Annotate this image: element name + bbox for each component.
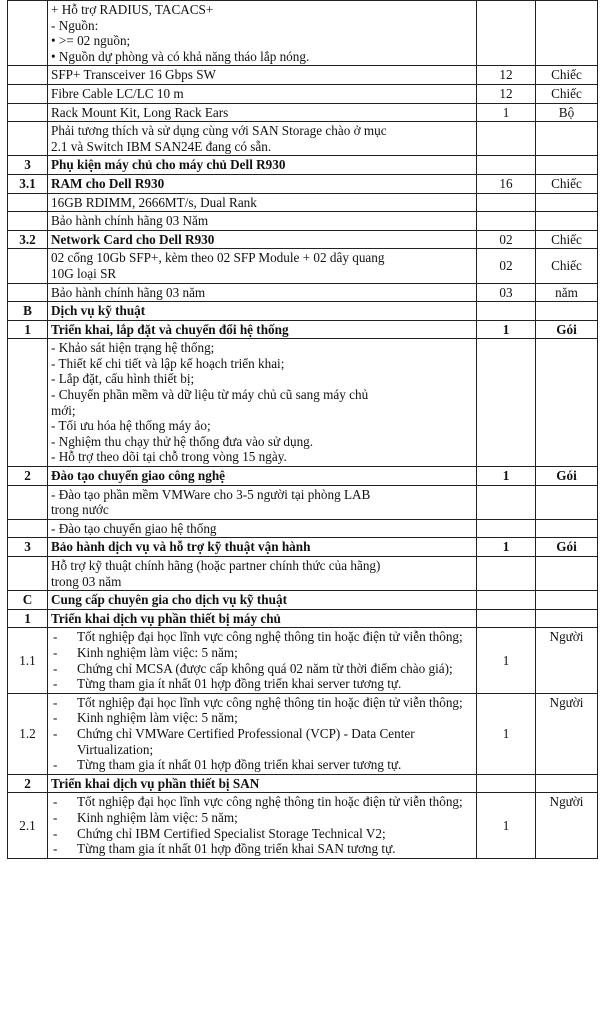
list-item: - Tốt nghiệp đại học lĩnh vực công nghệ thông tin hoặc điện tử viễn thông; [51,629,473,645]
unit-cell: Chiếc [536,174,598,193]
table-row [8,538,598,557]
quantity-cell [477,212,536,231]
table-row [8,485,598,519]
list-item: - Chứng chỉ VMWare Certified Professional (VCP) - Data Center Virtualization; [51,726,473,757]
quantity-cell: 1 [477,103,536,122]
item-description [48,249,477,283]
table-row [8,557,598,591]
row-number [8,1,48,66]
quantity-cell: 02 [477,249,536,283]
unit-cell: Người [536,628,598,693]
unit-cell [536,557,598,591]
section-title: Triển khai, lắp đặt và chuyển đổi hệ thống [48,320,477,339]
item-description [48,1,477,66]
section-title: Bảo hành dịch vụ và hỗ trợ kỹ thuật vận hành [48,538,477,557]
text-line: • >= 02 nguồn; [51,33,131,49]
row-number: 3 [8,156,48,175]
table-row [8,249,598,283]
row-number: 3 [8,538,48,557]
unit-cell: Chiếc [536,230,598,249]
unit-cell [536,485,598,519]
quantity-cell [477,774,536,793]
text-line: Phải tương thích và sử dụng cùng với SAN Storage chào ở mục [51,123,387,139]
text-line: - Hỗ trợ theo dõi tại chỗ trong vòng 15 ngày. [51,449,287,465]
text-line: + Hỗ trợ RADIUS, TACACS+ [51,2,214,17]
quantity-cell: 1 [477,628,536,693]
list-item: - Từng tham gia ít nhất 01 hợp đồng triển khai SAN tương tự. [51,841,473,857]
table-row [8,122,598,156]
table-row [8,693,598,774]
quantity-cell: 16 [477,174,536,193]
list-item: - Chứng chỉ IBM Certified Specialist Storage Technical V2; [51,826,473,842]
row-number [8,66,48,85]
requirement-list [51,695,473,773]
text-line: trong nước [51,502,109,518]
section-title: RAM cho Dell R930 [48,174,477,193]
unit-cell [536,339,598,467]
table-row [8,1,598,66]
row-number [8,249,48,283]
row-number: 2 [8,774,48,793]
item-description [48,519,477,538]
quantity-cell [477,156,536,175]
row-number [8,103,48,122]
table-row [8,591,598,610]
table-row [8,793,598,858]
text-line: - Đào tạo chuyển giao hệ thống [51,520,217,536]
section-title: Phụ kiện máy chủ cho máy chủ Dell R930 [48,156,477,175]
row-number [8,193,48,212]
table-row [8,84,598,103]
table-row [8,628,598,693]
quantity-cell: 1 [477,693,536,774]
row-number [8,122,48,156]
row-number [8,84,48,103]
item-description [48,485,477,519]
unit-cell: Người [536,693,598,774]
row-number: B [8,302,48,321]
requirements-list [48,693,477,774]
unit-cell: năm [536,283,598,302]
row-number [8,339,48,467]
quantity-cell [477,557,536,591]
text-line: 02 cổng 10Gb SFP+, kèm theo 02 SFP Module + 02 dây quang [51,250,385,266]
item-description: Bảo hành chính hãng 03 Năm [48,212,477,231]
list-item: - Kinh nghiệm làm việc: 5 năm; [51,710,473,726]
row-number: 3.2 [8,230,48,249]
quantity-cell [477,609,536,628]
text-line: trong 03 năm [51,573,122,589]
table-row [8,230,598,249]
item-description [48,557,477,591]
item-description: Rack Mount Kit, Long Rack Ears [48,103,477,122]
text-line: • Nguồn dự phòng và có khả năng tháo lắp nóng. [51,48,310,64]
quantity-cell [477,1,536,66]
unit-cell: Gói [536,467,598,486]
item-description [48,122,477,156]
quantity-cell: 02 [477,230,536,249]
requirements-list [48,628,477,693]
item-description: SFP+ Transceiver 16 Gbps SW [48,66,477,85]
row-number: 3.1 [8,174,48,193]
quantity-cell [477,591,536,610]
list-item: - Kinh nghiệm làm việc: 5 năm; [51,645,473,661]
text-line: - Lắp đặt, cấu hình thiết bị; [51,371,195,387]
unit-cell [536,774,598,793]
quantity-cell [477,339,536,467]
text-line: - Đào tạo phần mềm VMWare cho 3-5 người tại phòng LAB [51,486,371,502]
quantity-cell [477,485,536,519]
quantity-cell: 1 [477,467,536,486]
item-description: 16GB RDIMM, 2666MT/s, Dual Rank [48,193,477,212]
list-item: - Tốt nghiệp đại học lĩnh vực công nghệ thông tin hoặc điện tử viễn thông; [51,695,473,711]
item-description: Bảo hành chính hãng 03 năm [48,283,477,302]
section-title: Đào tạo chuyển giao công nghệ [48,467,477,486]
item-description: Fibre Cable LC/LC 10 m [48,84,477,103]
requirements-list [48,793,477,858]
quantity-cell [477,122,536,156]
row-number: 2.1 [8,793,48,858]
row-number [8,485,48,519]
quantity-cell: 12 [477,84,536,103]
text-line: - Khảo sát hiện trạng hệ thống; [51,340,215,356]
row-number: C [8,591,48,610]
unit-cell: Chiếc [536,66,598,85]
table-row [8,339,598,467]
row-number [8,212,48,231]
section-title: Triển khai dịch vụ phần thiết bị SAN [48,774,477,793]
spec-table [7,0,598,859]
unit-cell: Chiếc [536,84,598,103]
table-row [8,212,598,231]
table-row [8,174,598,193]
table-row [8,66,598,85]
table-row [8,774,598,793]
text-line: - Nguồn: [51,17,99,33]
requirement-list [51,794,473,856]
quantity-cell: 12 [477,66,536,85]
row-number: 1 [8,320,48,339]
unit-cell: Gói [536,320,598,339]
row-number [8,557,48,591]
quantity-cell: 1 [477,793,536,858]
text-line: Hỗ trợ kỹ thuật chính hãng (hoặc partner chính thức của hãng) [51,558,381,573]
table-row [8,103,598,122]
quantity-cell [477,519,536,538]
quantity-cell: 1 [477,320,536,339]
unit-cell [536,212,598,231]
row-number [8,283,48,302]
text-line: - Nghiệm thu chạy thử hệ thống đưa vào sử dụng. [51,433,314,449]
text-line: mới; [51,402,76,418]
list-item: - Kinh nghiệm làm việc: 5 năm; [51,810,473,826]
unit-cell: Gói [536,538,598,557]
item-description [48,339,477,467]
table-row [8,609,598,628]
row-number: 1 [8,609,48,628]
list-item: - Tốt nghiệp đại học lĩnh vực công nghệ thông tin hoặc điện tử viễn thông; [51,794,473,810]
section-title: Network Card cho Dell R930 [48,230,477,249]
text-line: 2.1 và Switch IBM SAN24E đang có sẵn. [51,138,272,154]
list-item: - Từng tham gia ít nhất 01 hợp đồng triển khai server tương tự. [51,676,473,692]
text-line: - Chuyển phần mềm và dữ liệu từ máy chủ cũ sang máy chủ [51,387,369,403]
row-number: 2 [8,467,48,486]
row-number [8,519,48,538]
quantity-cell [477,302,536,321]
unit-cell [536,122,598,156]
list-item: - Từng tham gia ít nhất 01 hợp đồng triển khai server tương tự. [51,757,473,773]
row-number: 1.1 [8,628,48,693]
unit-cell: Bộ [536,103,598,122]
quantity-cell: 03 [477,283,536,302]
unit-cell [536,193,598,212]
unit-cell: Chiếc [536,249,598,283]
unit-cell [536,302,598,321]
text-line: - Thiết kế chi tiết và lập kế hoạch triển khai; [51,355,285,371]
unit-cell [536,609,598,628]
table-row [8,156,598,175]
section-title: Dịch vụ kỹ thuật [48,302,477,321]
unit-cell [536,1,598,66]
unit-cell [536,519,598,538]
quantity-cell [477,193,536,212]
unit-cell: Người [536,793,598,858]
quantity-cell: 1 [477,538,536,557]
table-row [8,283,598,302]
table-row [8,519,598,538]
section-title: Triển khai dịch vụ phần thiết bị máy chủ [48,609,477,628]
table-row [8,193,598,212]
text-line: 10G loại SR [51,265,117,281]
list-item: - Chứng chỉ MCSA (được cấp không quá 02 năm từ thời điểm chào giá); [51,661,473,677]
row-number: 1.2 [8,693,48,774]
requirement-list [51,629,473,691]
table-row [8,320,598,339]
section-title: Cung cấp chuyên gia cho dịch vụ kỹ thuật [48,591,477,610]
unit-cell [536,591,598,610]
table-row [8,467,598,486]
text-line: - Tối ưu hóa hệ thống máy ảo; [51,418,211,434]
unit-cell [536,156,598,175]
table-row [8,302,598,321]
